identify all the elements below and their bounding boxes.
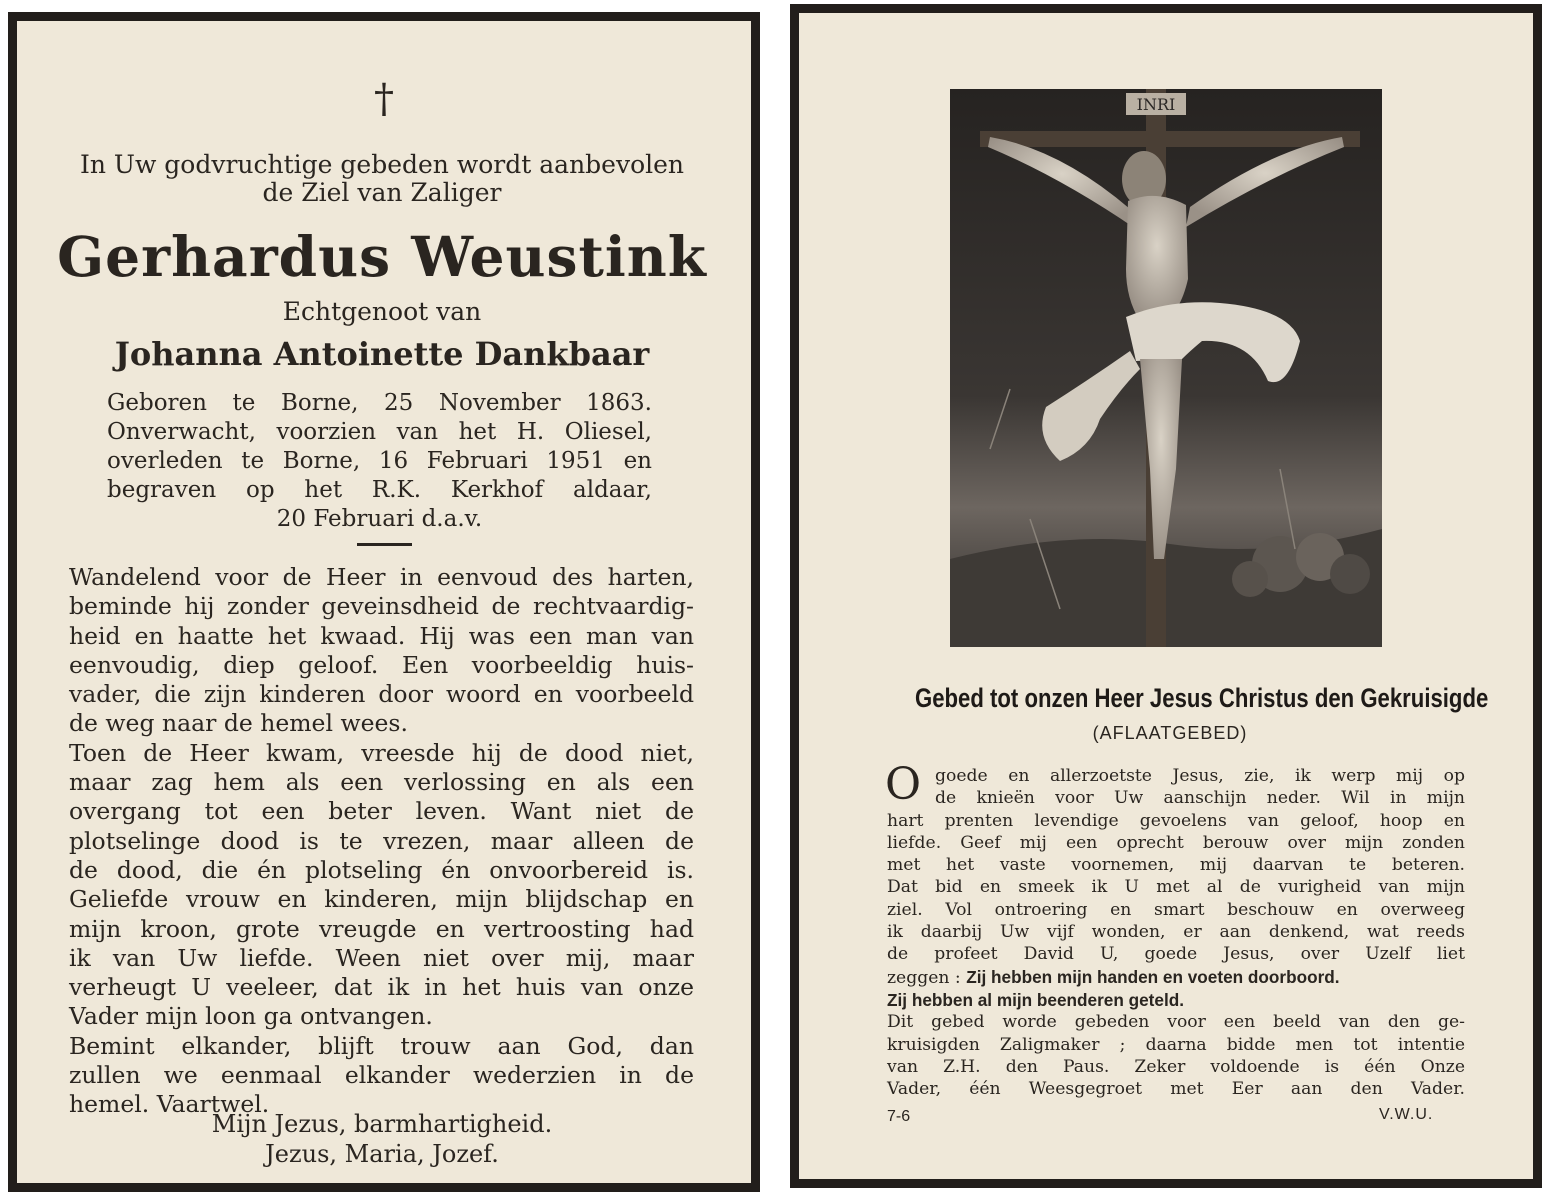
intro-line-1: In Uw godvruchtige gebeden wordt aanbevolen	[79, 150, 685, 179]
quote-text-1: Zij hebben mijn handen en voeten doorboord.	[966, 966, 1340, 987]
text-line: beminde hij zonder geveinsdheid de rechtvaardig-	[69, 592, 694, 621]
drop-cap: O	[885, 759, 922, 810]
text-line: vader, die zijn kinderen door woord en voorbeeld	[69, 680, 694, 709]
printer-mark: V.W.U.	[1379, 1106, 1434, 1123]
text-line: Wandelend voor de Heer in eenvoud des harten,	[69, 563, 694, 591]
text-line: ik van Uw liefde. Ween niet over mij, maar	[69, 943, 694, 972]
spouse-label: Echtgenoot van	[282, 297, 482, 326]
text-line: verheugt U veeleer, dat ik in het huis van onze	[69, 973, 694, 1002]
memorial-text	[69, 563, 694, 1120]
text-line: Vader mijn loon ga ontvangen.	[69, 1002, 433, 1031]
prayer-line: ik daarbij Uw vijf wonden, er aan denkend, wat reeds	[887, 922, 1465, 943]
bio-line: 20 Februari d.a.v.	[276, 506, 483, 532]
prayer-text	[885, 759, 1465, 1100]
prayer-line: goede en allerzoetste Jesus, zie, ik werp mij op	[935, 766, 1465, 786]
cross-icon: †	[374, 76, 394, 122]
text-line: overgang tot een beter leven. Want niet de	[69, 797, 694, 826]
bio-line: Onverwacht, voorzien van het H. Oliesel,	[107, 419, 652, 445]
biography	[107, 389, 652, 534]
text-line: mijn kroon, grote vreugde en vertroosting had	[69, 914, 694, 943]
prayer-line: Dat bid en smeek ik U met al de vurigheid van mijn	[887, 877, 1465, 898]
text-line: plotselinge dood is te vrezen, maar alleen de	[69, 826, 694, 855]
closing-line-2: Jezus, Maria, Jozef.	[265, 1140, 499, 1168]
bio-line: begraven op het R.K. Kerkhof aldaar,	[107, 477, 652, 503]
prayer-line: liefde. Geef mij een oprecht berouw over mijn zonden	[887, 832, 1465, 853]
spouse-name: Johanna Antoinette Dankbaar	[114, 335, 650, 373]
text-line: eenvoudig, diep geloof. Een voorbeeldig huis-	[69, 650, 694, 679]
closing-invocation	[62, 1109, 702, 1169]
closing-line-1: Mijn Jezus, barmhartigheid.	[211, 1110, 553, 1138]
text-line: maar zag hem als een verlossing en als een	[69, 768, 694, 797]
intro-line-2: de Ziel van Zaliger	[262, 178, 502, 207]
memorial-card-left	[8, 12, 760, 1192]
quote-intro: zeggen :	[887, 967, 967, 988]
bio-line: overleden te Borne, 16 Februari 1951 en	[107, 448, 652, 474]
prayer-line: Dit gebed worde gebeden voor een beeld van den ge-	[887, 1012, 1465, 1033]
prayer-line: de knieën voor Uw aanschijn neder. Wil in mijn	[935, 788, 1465, 809]
prayer-line: kruisigden Zaligmaker ; daarna bidde men tot intentie	[887, 1034, 1465, 1055]
bio-line: Geboren te Borne, 25 November 1863.	[107, 390, 652, 416]
prayer-line: met het vaste voornemen, mij daarvan te beteren.	[887, 855, 1465, 876]
prayer-line: hart prenten levendige gevoelens van geloof, hoop en	[887, 810, 1465, 831]
text-line: Geliefde vrouw en kinderen, mijn blijdschap en	[69, 885, 694, 914]
text-line: zullen we eenmaal elkander wederzien in de	[69, 1061, 694, 1090]
text-line: heid en haatte het kwaad. Hij was een man van	[69, 621, 694, 650]
inri-plaque: INRI	[1136, 95, 1176, 114]
prayer-line: ziel. Vol ontroering en smart beschouw en overweeg	[887, 899, 1465, 920]
prayer-line: van Z.H. den Paus. Zeker voldoende is één Onze	[887, 1056, 1465, 1077]
text-line: Toen de Heer kwam, vreesde hij de dood niet,	[69, 738, 694, 767]
memorial-card-right	[790, 4, 1542, 1188]
deceased-name: Gerhardus Weustink	[57, 224, 707, 289]
prayer-title: Gebed tot onzen Heer Jesus Christus den Gekruisigde	[914, 683, 1489, 713]
prayer-line: Vader, één Weesgegroet met Eer aan den Vader.	[887, 1079, 1465, 1100]
prayer-line: de profeet David U, goede Jesus, over Uzelf liet	[887, 944, 1465, 965]
crucifixion-illustration	[950, 89, 1382, 647]
prayer-subtitle: (AFLAATGEBED)	[1092, 723, 1248, 743]
text-line: de weg naar de hemel wees.	[69, 709, 408, 738]
footer-code: 7-6	[887, 1108, 911, 1125]
text-line: Bemint elkander, blijft trouw aan God, dan	[69, 1031, 694, 1060]
text-line: de dood, die én plotseling én onvoorbereid is.	[69, 855, 694, 884]
quote-text-2: Zij hebben al mijn beenderen geteld.	[887, 989, 1185, 1010]
text-line: hemel. Vaartwel.	[69, 1090, 270, 1119]
prayer-quote-line-1	[887, 966, 1465, 989]
divider	[357, 543, 412, 546]
crucifixion-image	[950, 89, 1382, 647]
